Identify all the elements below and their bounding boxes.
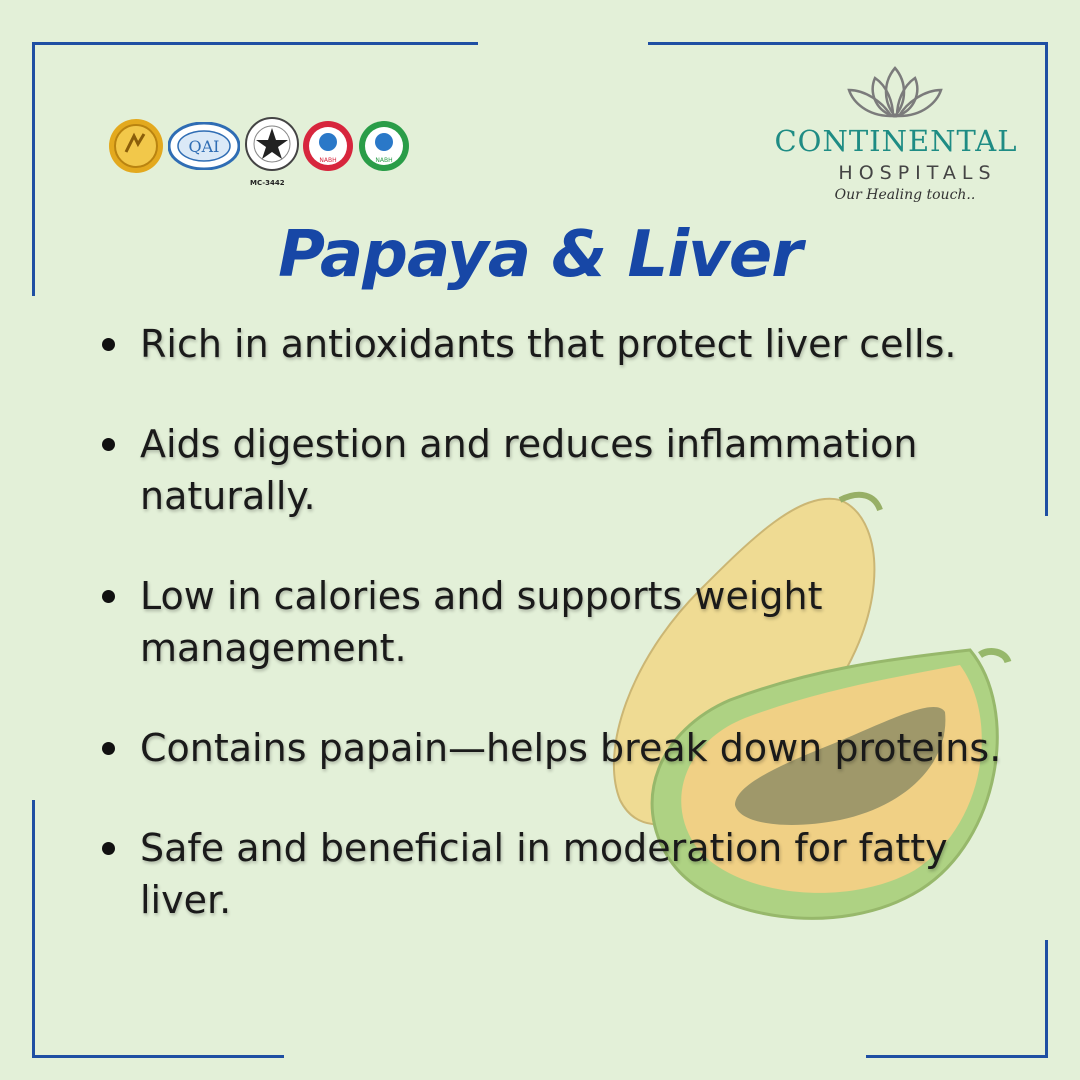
- frame-top-left: [32, 42, 478, 45]
- qai-label: QAI: [188, 137, 220, 156]
- frame-top-right: [648, 42, 1048, 45]
- bullet-icon: [102, 590, 115, 603]
- frame-bottom-right: [866, 1055, 1048, 1058]
- continental-hospitals-logo: [770, 62, 1030, 212]
- list-item: [98, 822, 1028, 926]
- accreditation-badges: [108, 116, 413, 191]
- bullet-icon: [102, 338, 115, 351]
- nabh-badge-green: [358, 120, 410, 172]
- jci-seal-icon: [108, 118, 164, 174]
- list-item: [98, 318, 1028, 370]
- nabh-label-1: NABH: [319, 157, 337, 164]
- list-item: [98, 722, 1028, 774]
- benefit-text: Contains papain—helps break down proteins.: [140, 726, 1002, 770]
- brand-name: CONTINENTAL: [774, 124, 1018, 158]
- frame-right-bottom: [1045, 940, 1048, 1058]
- lotus-icon: [845, 62, 945, 120]
- benefit-list: [98, 318, 1028, 974]
- bullet-icon: [102, 438, 115, 451]
- brand-sub: HOSPITALS: [838, 162, 997, 184]
- qai-badge: [168, 122, 240, 170]
- nabh-badge-red: [302, 120, 354, 172]
- page-title: Papaya & Liver: [278, 218, 802, 292]
- bullet-icon: [102, 742, 115, 755]
- benefit-text: Low in calories and supports weight management.: [140, 574, 823, 670]
- cert-code: MC-3442: [250, 179, 285, 187]
- nabh-label-2: NABH: [375, 157, 393, 164]
- bullet-icon: [102, 842, 115, 855]
- list-item: [98, 570, 1028, 674]
- benefit-text: Safe and beneficial in moderation for fatty liver.: [140, 826, 948, 922]
- star-seal-icon: [244, 116, 300, 176]
- frame-left-bottom: [32, 800, 35, 1058]
- list-item: [98, 418, 1028, 522]
- brand-tagline: Our Healing touch..: [834, 187, 976, 203]
- benefit-text: Aids digestion and reduces inflammation naturally.: [140, 422, 918, 518]
- benefit-text: Rich in antioxidants that protect liver cells.: [140, 322, 957, 366]
- frame-bottom-left: [32, 1055, 284, 1058]
